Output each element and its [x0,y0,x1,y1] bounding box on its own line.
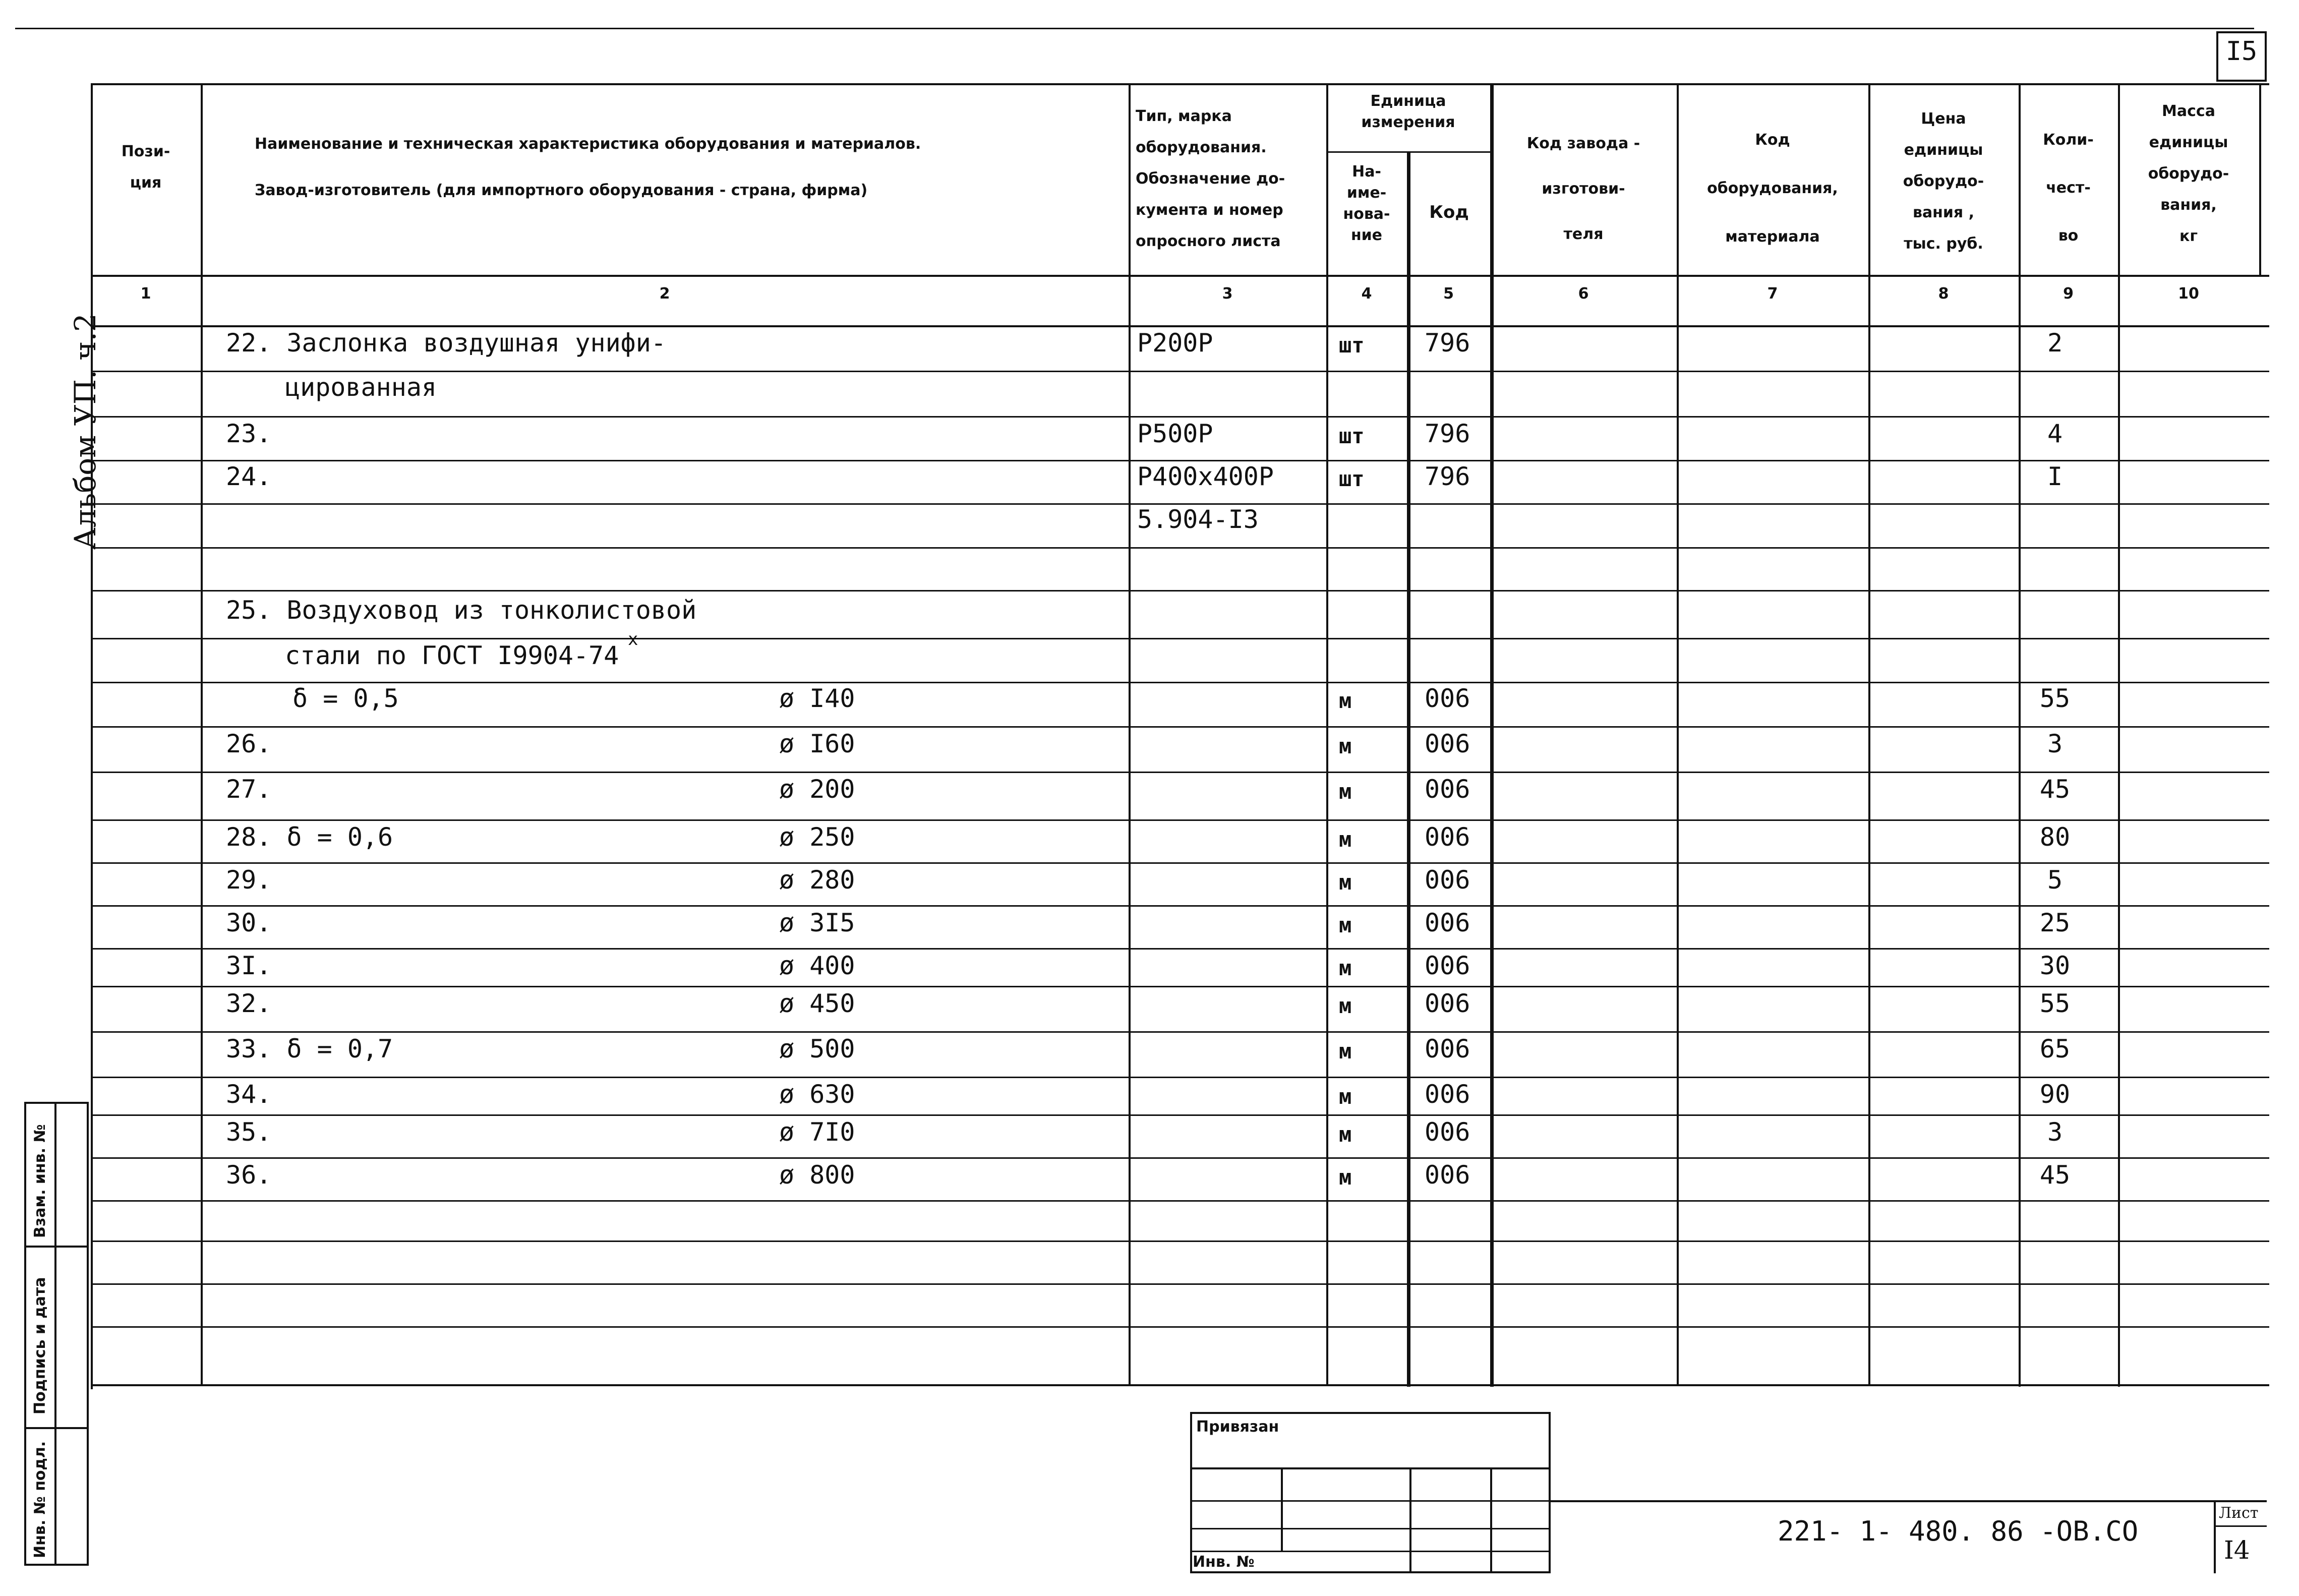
row-name: 33. δ = 0,7 [226,1034,393,1063]
tied-label: Привязан [1196,1418,1279,1436]
col-line-2 [1129,83,1131,1384]
row-name: 3I. [226,951,272,980]
header-col7: Код оборудования, материала [1707,131,1838,246]
header-col1: Пози- ция [121,143,170,192]
row-unit: шт [1339,466,1365,491]
row-diameter: ø 3I5 [779,908,855,937]
header-col10: Масса единицы оборудо- вания, кг [2148,102,2229,245]
row-code: 006 [1425,989,1470,1018]
sheet-word: Лист [2219,1504,2259,1522]
header-col6: Код завода - изготови- теля [1526,135,1640,243]
row-line [91,1031,2269,1033]
row-code: 006 [1425,822,1470,852]
row-qty: 5 [2047,865,2063,895]
row-line [91,986,2269,987]
row-unit: м [1339,779,1352,804]
row-name: 30. [226,908,272,937]
row-unit: м [1339,870,1352,895]
row-unit: м [1339,993,1352,1018]
row-qty: 90 [2039,1080,2071,1109]
row-diameter: ø 250 [779,822,855,852]
row-line [91,1077,2269,1078]
colnum-1: 1 [140,285,151,303]
tied-line-2 [1190,1500,1551,1502]
row-unit: м [1339,1165,1352,1190]
row-unit: м [1339,688,1352,713]
colnum-6: 6 [1578,285,1589,303]
row-line [91,772,2269,773]
row-unit: м [1339,913,1352,937]
row-line [91,682,2269,683]
row-qty: 65 [2039,1034,2071,1063]
row-name: 34. [226,1080,272,1109]
row-diameter: ø 450 [779,989,855,1018]
tied-line-1 [1190,1467,1551,1469]
row-code: 006 [1425,1080,1470,1109]
row-line [91,905,2269,907]
col-line-5 [1490,83,1494,1387]
colnum-10: 10 [2178,285,2199,303]
tied-line-3 [1190,1528,1551,1529]
row-name: цированная [285,373,437,402]
colnum-bottom-border [91,325,2269,327]
header-bottom-border [91,275,2269,277]
row-line [91,638,2269,639]
row-line [91,547,2269,549]
col-line-7 [1868,83,1870,1384]
side-stamp-inv-original: Инв. № подл. [31,1441,49,1558]
row-line [91,1114,2269,1116]
row-unit: м [1339,827,1352,852]
row-type: Р500Р [1137,419,1213,448]
tied-stamp-box [1190,1412,1551,1573]
row-unit: м [1339,1039,1352,1063]
title-block-vline [2214,1500,2216,1573]
header-col4: На- име- нова- ние [1343,163,1390,244]
side-stamp-divider [54,1102,56,1566]
row-code: 006 [1425,1117,1470,1147]
row-unit: м [1339,734,1352,758]
row-qty: 25 [2039,908,2071,937]
row-diameter: ø 800 [779,1160,855,1190]
row-line [91,862,2269,864]
row-line [91,1283,2269,1285]
col-line-0 [91,83,93,1389]
row-diameter: ø 280 [779,865,855,895]
row-qty: 80 [2039,822,2071,852]
row-code: 796 [1425,419,1470,448]
row-line [91,1157,2269,1159]
row-name: стали по ГОСТ I9904-74 [285,641,619,670]
document-code: 221- 1- 480. 86 -ОВ.СО [1778,1515,2139,1547]
sheet-number: I4 [2224,1535,2250,1565]
gost-superscript: x [628,629,638,649]
row-line [91,590,2269,592]
colnum-8: 8 [1938,285,1949,303]
tied-line-4 [1190,1551,1551,1552]
row-name: 28. δ = 0,6 [226,822,393,852]
col-line-9 [2118,83,2120,1387]
row-name: 36. [226,1160,272,1190]
row-unit: м [1339,956,1352,980]
row-qty: 3 [2047,1117,2063,1147]
row-diameter: ø 200 [779,775,855,804]
row-qty: 45 [2039,775,2071,804]
row-diameter: ø 7I0 [779,1117,855,1147]
header-unit-title: Единица измерения [1361,92,1455,131]
row-unit: м [1339,1122,1352,1147]
tied-vline-1 [1281,1467,1283,1551]
header-col5: Код [1429,202,1469,222]
row-qty: 2 [2047,328,2063,358]
row-line [91,726,2269,728]
row-line [91,1326,2269,1328]
row-qty: 30 [2039,951,2071,980]
sheet-word-line [2214,1525,2267,1527]
row-qty: 3 [2047,729,2063,758]
tied-vline-2 [1409,1467,1411,1573]
row-code: 006 [1425,775,1470,804]
row-diameter: ø 400 [779,951,855,980]
row-diameter: ø 500 [779,1034,855,1063]
header-col2: Наименование и техническая характеристика оборудования и материалов. Завод-изготовитель (для импортного оборудования - страна, фирма) [255,135,921,199]
sheet-label: I5 [2225,36,2258,67]
unit-subheader-line [1326,151,1490,153]
row-code: 006 [1425,729,1470,758]
row-unit: шт [1339,424,1365,448]
row-qty: 55 [2039,684,2071,713]
row-code: 006 [1425,1034,1470,1063]
row-name: 35. [226,1117,272,1147]
side-stamp-signature-date: Подпись и дата [31,1277,49,1414]
row-type: 5.904-I3 [1137,505,1259,534]
row-name: 26. [226,729,272,758]
header-col9: Коли- чест- во [2043,131,2094,245]
side-stamp-replace-inv: Взам. инв. № [31,1124,49,1238]
header-col8: Цена единицы оборудо- вания , тыс. руб. [1903,110,1984,253]
colnum-3: 3 [1222,285,1233,303]
row-name: δ = 0,5 [292,684,399,713]
row-line [91,1240,2269,1242]
row-qty: I [2047,462,2063,491]
col-line-10 [2259,83,2261,275]
row-name: 32. [226,989,272,1018]
colnum-7: 7 [1767,285,1778,303]
tied-vline-3 [1490,1467,1492,1573]
row-name: 27. [226,775,272,804]
row-name: 29. [226,865,272,895]
colnum-4: 4 [1361,285,1372,303]
row-name: 24. [226,462,272,491]
row-type: Р200Р [1137,328,1213,358]
row-line [91,948,2269,950]
row-line [91,1200,2269,1202]
colnum-5: 5 [1443,285,1454,303]
side-album-label: Альбом УП. ч.2 [68,313,102,550]
row-code: 006 [1425,908,1470,937]
row-unit: м [1339,1084,1352,1109]
row-diameter: ø I60 [779,729,855,758]
row-qty: 45 [2039,1160,2071,1190]
row-name: 25. Воздуховод из тонколистовой [226,596,697,625]
row-type: Р400х400Р [1137,462,1274,491]
row-code: 006 [1425,865,1470,895]
row-qty: 55 [2039,989,2071,1018]
table-bottom-border [91,1384,2269,1386]
row-line [91,416,2269,418]
top-rule [15,28,2254,29]
table-top-border [91,83,2269,85]
row-code: 006 [1425,1160,1470,1190]
row-unit: шт [1339,333,1365,358]
row-code: 796 [1425,328,1470,358]
row-name: 22. Заслонка воздушная унифи- [226,328,666,358]
row-code: 006 [1425,684,1470,713]
row-diameter: ø 630 [779,1080,855,1109]
row-code: 796 [1425,462,1470,491]
title-block-top [1551,1500,2267,1502]
row-code: 006 [1425,951,1470,980]
row-qty: 4 [2047,419,2063,448]
colnum-2: 2 [659,285,670,303]
colnum-9: 9 [2063,285,2074,303]
inv-label: Инв. № [1193,1553,1255,1571]
col-line-1 [201,83,203,1384]
row-diameter: ø I40 [779,684,855,713]
col-line-3 [1326,83,1328,1384]
side-stamp-line-1 [24,1246,89,1248]
col-line-8 [2019,83,2021,1387]
row-line [91,819,2269,821]
col-line-6 [1677,83,1679,1384]
row-name: 23. [226,419,272,448]
side-stamp-line-2 [24,1427,89,1429]
header-col3: Тип, марка оборудования. Обозначение до- кумента и номер опросного листа [1136,107,1285,250]
